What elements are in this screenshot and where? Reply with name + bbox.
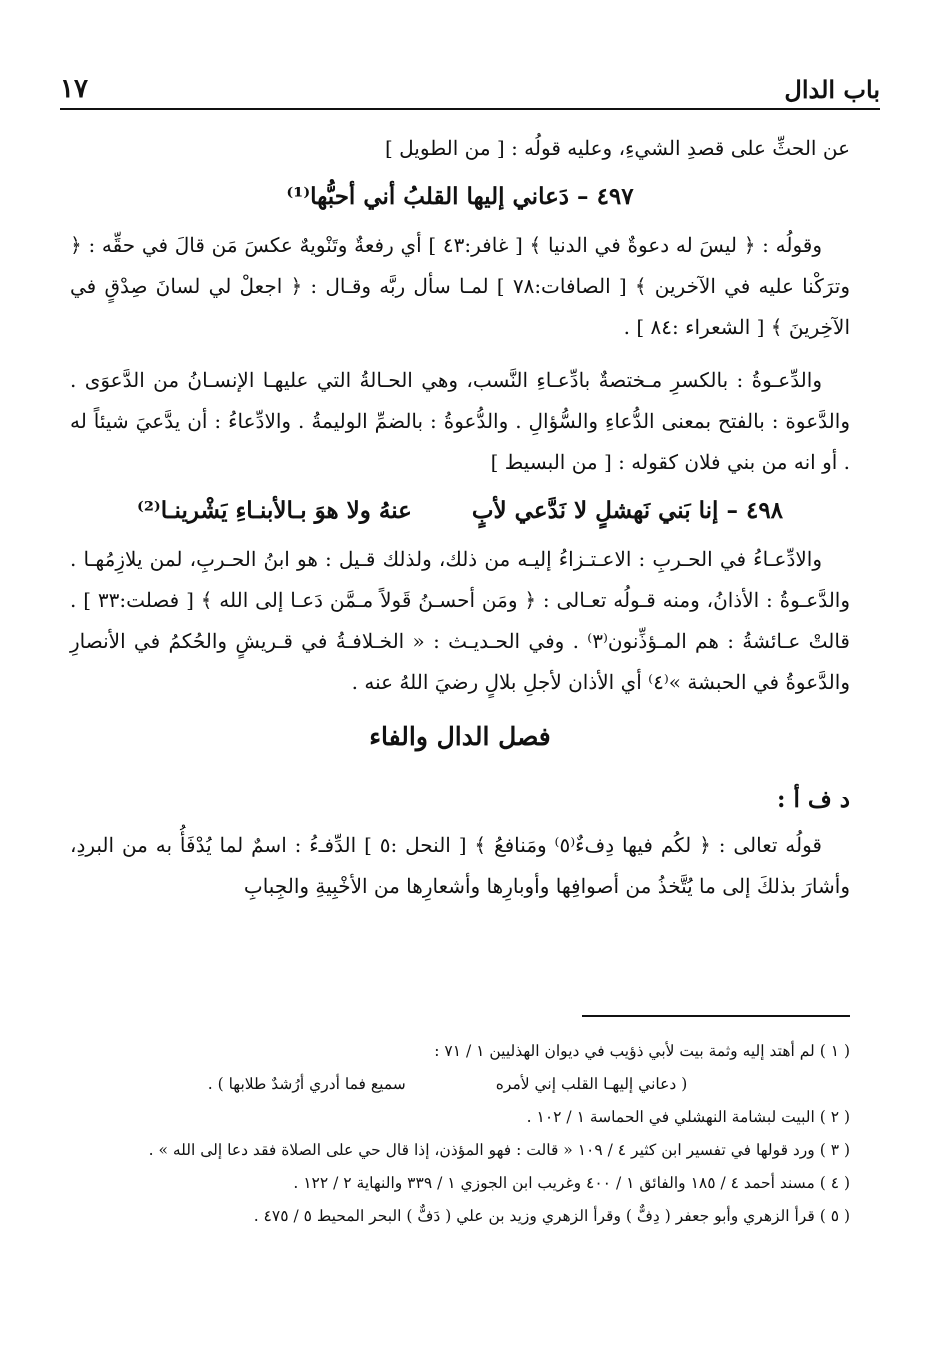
verse-498-second-hemistich: عنهُ ولا هوَ بـالأبنـاءِ يَشْرينـا⁽²⁾ — [136, 497, 412, 524]
footnote-5: ( ٥ ) قرأ الزهري وأبو جعفر ( دِفٌّ ) وقرأ الزهري وزيد بن علي ( دَفٌّ ) البحر المحيط ٥ / ٤٧٥ . — [253, 1207, 850, 1225]
page-number: ١٧ — [60, 74, 88, 104]
paragraph-dawa: وقولُه : ﴿ ليسَ له دعوةٌ في الدنيا ﴾ [ غافر:٤٣ ] أي رفعةٌ وتَنْويهٌ عكسَ مَن قالَ في حقِّه : ﴿ وترَكْنا عليه في الآخرين ﴾ [ الصافات:٧٨ ] لمـا سأل ربَّه وقـال : ﴿ اجعلْ لي لسانَ صِدْقٍ في الآخِرينَ ﴾ [ الشعراء :٨٤ ] . — [70, 233, 850, 339]
verse-497: ٤٩٧ – دَعاني إليها القلبُ أني أحبُّها⁽¹⁾ — [286, 183, 634, 210]
footnote-divider — [582, 1015, 850, 1017]
footnote-4: ( ٤ ) مسند أحمد ٤ / ١٨٥ والفائق ١ / ٤٠٠ وغريب ابن الجوزي ١ / ٣٣٩ والنهاية ٢ / ١٢٢ . — [293, 1174, 850, 1192]
section-heading: فصل الدال والفاء — [369, 722, 551, 751]
footnote-1-verse-first: ( دعاني إليهـا القلب إني لأمره — [495, 1075, 688, 1093]
running-header — [60, 60, 880, 110]
paragraph-intro: عن الحثِّ على قصدِ الشيءِ، وعليه قولُه : [ من الطويل ] — [385, 136, 850, 160]
main-text — [70, 128, 850, 907]
footnote-3: ( ٣ ) ورد قولها في تفسير ابن كثير ٤ / ١٠٩ « قالت : فهو المؤذن، إذا قال حي على الصلاة فقد دعا إلى الله » . — [148, 1141, 850, 1159]
footnote-1-verse — [85, 1068, 850, 1101]
entry-heading: د ف أ : — [777, 786, 850, 813]
chapter-title: باب الدال — [784, 75, 880, 104]
footnote-1: ( ١ ) لم أهتد إليه وثمة بيت لأبي ذؤيب في ديوان الهذليين ١ / ٧١ : — [434, 1042, 850, 1060]
footnote-1-verse-second: سميع فما أدري أرُشدٌ طلابها ) . — [207, 1075, 406, 1093]
footnote-2: ( ٢ ) البيت لبشامة النهشلي في الحماسة ١ / ١٠٢ . — [526, 1108, 850, 1126]
paragraph-dawa-meanings: والدِّعـوةُ : بالكسرِ مـختصةٌ بادِّعـاءِ النَّسب، وهي الحـالةُ التي عليهـا الإنسـانُ من الدَّعوَى . والدَّعوة : بالفتح بمعنى الدُّعاءِ والسُّؤالِ . والدُّعوةُ : بالضمِّ الوليمةُ . والادِّعاءُ : أن يدَّعيَ شيئاً له . أو انه من بني فلان كقوله : [ من البسيط ] — [70, 368, 850, 474]
footnotes — [85, 1015, 850, 1233]
paragraph-iddia: والادِّعـاءُ في الحـربِ : الاعـتـزاءُ إليـه من ذلك، ولذلك قـيل : هو ابنُ الحـربِ، لمن يلازِمُهـا . والدَّعـوةُ : الأذانُ، ومنه قـولُه تعـالى : ﴿ ومَن أحسـنُ قَولاً مـمَّن دَعـا إلى الله ﴾ [ فصلت:٣٣ ] . قالتْ عـائشةُ : هم المـؤذِّنون⁽٣⁾ . وفي الحـديـث : « الخـلافـةُ في قـريشٍ والحُكمُ في الأنصارِ والدَّعوةُ في الحبشة »⁽٤⁾ أي الأذان لأجلِ بلالٍ رضيَ اللهُ عنه . — [70, 547, 851, 694]
paragraph-difa: قولُه تعالى : ﴿ لكُم فيها دِفءٌ⁽٥⁾ ومَنافعُ ﴾ [ النحل :٥ ] الدِّفـءُ : اسمٌ لما يُدْفَأُ به من البردِ، وأشارَ بذلكَ إلى ما يُتَّخذُ من أصوافِها وأوبارِها وأشعارِها من الأخْبِيةِ والجِبابِ — [70, 833, 850, 898]
verse-498 — [70, 485, 850, 537]
verse-498-first-hemistich: ٤٩٨ – إنا بَني نَهشلٍ لا نَدَّعي لأبٍ — [471, 497, 784, 524]
